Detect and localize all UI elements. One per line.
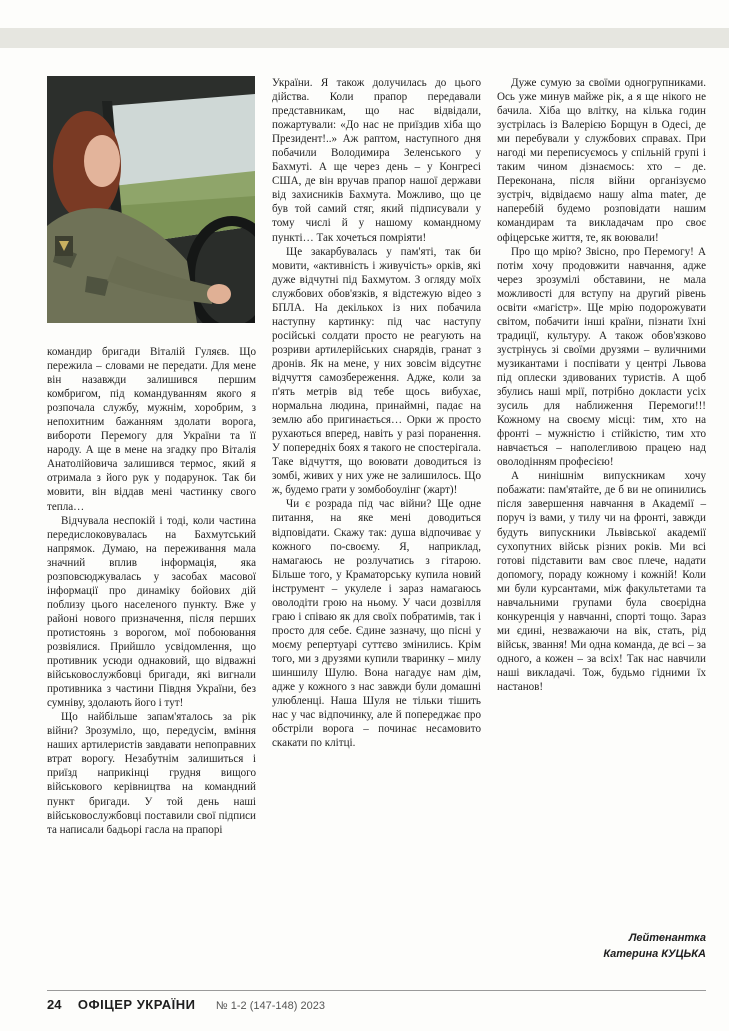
article-column-1 <box>47 345 256 837</box>
footer-divider <box>47 990 706 991</box>
paragraph: Відчувала неспокій і тоді, коли частина передислоковувалась на Бахмутський напрямок. Думаю, на переживання мала значний вплив інформація, яка розповсюджувалась у засобах масової інформації про динаміку бойових дій поблизу цього населеного пункту. Вже у районі нового призначення, після перших протистоянь з ворогом, мої побоювання розвіялися. Прийшло усвідомлення, що противник усюди однаковий, що відважні військовослужбовці бригади, які вигнали противника з частини Півдня України, без сумніву, здолають його і тут! <box>47 514 256 710</box>
paragraph: України. Я також долучилась до цього дійства. Коли прапор передавали представникам, що нас відвідали, пожартували: «До нас не приїздив хіба що Президент!..» Аж раптом, наступного дня побачили Володимира Зеленського у Бахмуті. А ще через день – у Конгресі США, де він вручав прапор нашої держави від захисників Бахмута. Можливо, що це був той самий стяг, який підписували у тому числі й у нашому командному пункті… Так хочеться помріяти! <box>272 77 481 244</box>
paragraph: Чи є розрада під час війни? Ще одне питання, на яке мені доводиться відповідати. Скажу так: душа відпочиває у кожного по-своєму. Я, наприклад, намагаюсь не розлучатись з гітарою. Більше того, у Краматорську купила новий інструмент – укулеле і зараз намагаюсь оволодіти грою на ньому. У часи дозвілля граю і співаю як для своїх побратимів, так і просто для себе. Єдине зазначу, що пісні у моєму репертуарі суттєво змінились. Крім того, ми з друзями купили тваринку – милу шиншилу Шулю. Вона нагадує нам дім, адже у кожного з нас завжди були домашні улюбленці. Наша Шуля не тільки тішить нас у час відпочинку, але й попереджає про обстріли ворога – починає несамовито скакати по клітці. <box>272 498 481 750</box>
author-name: Катерина КУЦЬКА <box>603 948 706 960</box>
page-number: 24 <box>47 997 62 1012</box>
magazine-title: ОФІЦЕР УКРАЇНИ <box>77 997 196 1012</box>
issue-number: № 1-2 (147-148) 2023 <box>215 1000 325 1012</box>
paragraph: Дуже сумую за своїми одногрупниками. Ось уже минув майже рік, а я ще нікого не бачила. Хіба що влітку, на кілька годин зустрілась із Валерією Борщун в Одесі, де ми перебували у службових справах. При нагоді ми переписуємось у спільній групі і таким чином дізнаємось: хто – де. Переконана, після війни організуємо зустріч, відвідаємо нашу alma mater, де наперебій будемо розповідати нашим командирам та викладачам про своє офіцерське життя, те, як воювали! <box>497 77 706 244</box>
article-photo <box>47 76 255 323</box>
photo-illustration <box>47 76 255 323</box>
article-column-3 <box>497 76 706 694</box>
author-signature <box>497 930 706 962</box>
article-column-2 <box>272 76 481 750</box>
paragraph: Ще закарбувалась у пам'яті, так би мовити, «активність і живучість» орків, які дуже відчутні під Бахмутом. З огляду моїх службових обов'язків, я відстежую відео з БПЛА. На декількох із них побачила наступну картинку: під час наступу російські солдати просто не реагують на розриви артилерійських снарядів, гранат з дронів. Як на мене, у них зовсім відсутнє відчуття самозбереження. Адже, коли за п'ять метрів від тебе щось вибухає, нормальна людина, принаймні, падає на землю або пригинається… Орки ж просто рухаються вперед, навіть у разі поранення. У попередніх боях я такого не спостерігала. Таке відчуття, що воювати доводиться із зомбі, живих у них уже не залишилось. Що ж, будемо грати у зомбобоулінг (жарт)! <box>272 245 481 497</box>
paragraph: Про що мрію? Звісно, про Перемогу! А потім хочу продовжити навчання, адже через зрозумілі обставини, не мала можливості для вступу на другий рівень освіти «магістр». Ще мрію подорожувати світом, побачити інші країни, пізнати їхні традиції, культуру. А також обов'язково зустрінусь зі своїми друзями – вуличними музикантами і поспівати у центрі Львова під оплески здивованих туристів. А щоб збулись наші мрії, потрібно докласти усіх зусиль для наближення Перемоги!!! Кожному на своєму місці: тим, хто на фронті – мужністю і стійкістю, тим хто навчається – наполегливою працею над оволодінням професією! <box>497 245 706 469</box>
paragraph: командир бригади Віталій Гуляєв. Що пережила – словами не передати. Для мене він назавжди залишився першим комбригом, під командуванням якого я розпочала службу, мужнім, хоробрим, з непохитним бажанням здолати ворога, вибороти Перемогу для України та її народу. А ще в мене на згадку про Віталія Анатолійовича залишився термос, який я отримала з його рук у подарунок. Так би мовити, він віддав мені частинку свого тепла… <box>47 346 256 513</box>
top-band <box>0 28 729 48</box>
paragraph: Що найбільше запам'яталось за рік війни? Зрозуміло, що, передусім, вміння наших артилеристів завдавати непоправних втрат ворогу. Незабутнім залишиться і приїзд наприкінці грудня вищого військового керівництва на командний пункт бригади. У той день наші військовослужбовці поставили свої підписи та написали бадьорі гасла на прапорі <box>47 711 256 836</box>
author-rank: Лейтенантка <box>628 932 706 944</box>
paragraph: А нинішнім випускникам хочу побажати: пам'ятайте, де б ви не опинились після завершення навчання в Академії – поруч із вами, у тилу чи на фронті, завжди будуть випускники Львівської академії сухопутних військ різних років. Ми всі готові підставити вам своє плече, надати допомогу, пораду кожному і кожній! Коли ми були курсантами, між факультетами та навчальними групами була своєрідна конкуренція у навчанні, спорті тощо. Зараз ми єдині, незважаючи на вік, стать, рід військ, звання! Ми одна команда, де всі – за одного, а кожен – за всіх! Так нас навчили наші викладачі. Тож, будьмо гідними їх настанов! <box>497 470 706 694</box>
page-footer <box>47 996 325 1016</box>
